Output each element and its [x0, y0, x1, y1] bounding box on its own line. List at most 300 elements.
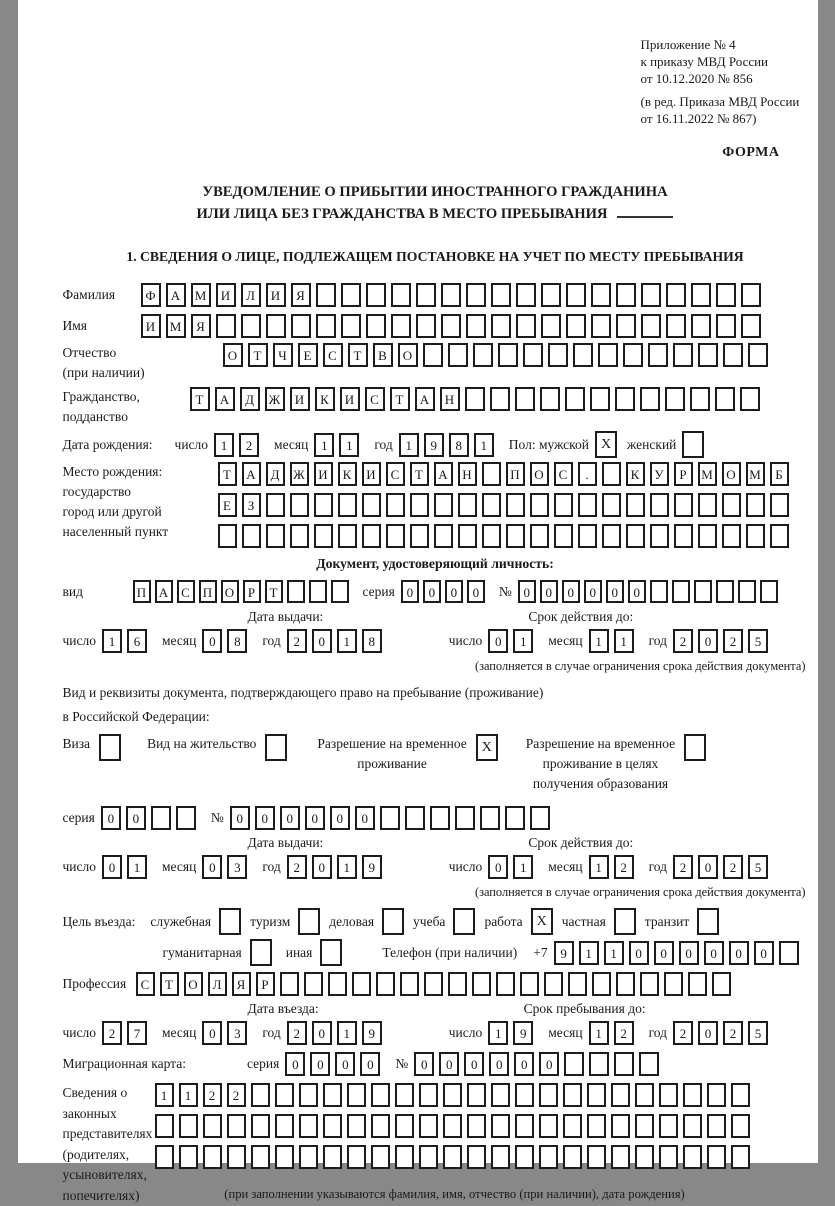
char-box[interactable]	[380, 806, 400, 830]
char-box[interactable]	[443, 1145, 462, 1169]
char-box[interactable]: 0	[305, 806, 325, 830]
char-box[interactable]: Ф	[141, 283, 161, 307]
char-box[interactable]: 0	[654, 941, 674, 965]
char-box[interactable]	[626, 524, 645, 548]
char-box[interactable]	[309, 580, 327, 603]
char-box[interactable]: 3	[227, 855, 247, 879]
char-box[interactable]: М	[698, 462, 717, 486]
char-box[interactable]	[598, 343, 618, 367]
char-box[interactable]	[467, 1114, 486, 1138]
char-box[interactable]	[467, 1145, 486, 1169]
char-box[interactable]	[316, 283, 336, 307]
char-box[interactable]	[539, 1083, 558, 1107]
char-box[interactable]	[362, 524, 381, 548]
char-box[interactable]: О	[184, 972, 203, 996]
char-box[interactable]	[566, 314, 586, 338]
char-box[interactable]: 0	[754, 941, 774, 965]
char-box[interactable]	[523, 343, 543, 367]
char-box[interactable]	[666, 283, 686, 307]
char-box[interactable]: З	[242, 493, 261, 517]
char-box[interactable]	[635, 1145, 654, 1169]
char-box[interactable]	[491, 314, 511, 338]
study-checkbox[interactable]	[453, 908, 475, 935]
char-box[interactable]: 1	[314, 433, 334, 457]
char-box[interactable]: Д	[240, 387, 260, 411]
char-box[interactable]	[602, 493, 621, 517]
char-box[interactable]	[366, 283, 386, 307]
char-box[interactable]: 1	[155, 1083, 174, 1107]
char-box[interactable]: Д	[266, 462, 285, 486]
char-box[interactable]	[506, 493, 525, 517]
female-checkbox[interactable]	[682, 431, 704, 458]
char-box[interactable]: .	[578, 462, 597, 486]
char-box[interactable]: А	[155, 580, 173, 603]
char-box[interactable]	[505, 806, 525, 830]
char-box[interactable]	[491, 1083, 510, 1107]
char-box[interactable]	[770, 524, 789, 548]
char-box[interactable]	[602, 524, 621, 548]
char-box[interactable]	[591, 283, 611, 307]
char-box[interactable]: А	[434, 462, 453, 486]
char-box[interactable]	[674, 493, 693, 517]
char-box[interactable]	[216, 314, 236, 338]
char-box[interactable]	[314, 524, 333, 548]
char-box[interactable]	[218, 524, 237, 548]
char-box[interactable]	[251, 1114, 270, 1138]
char-box[interactable]	[539, 1114, 558, 1138]
char-box[interactable]: 0	[488, 855, 508, 879]
char-box[interactable]	[707, 1145, 726, 1169]
char-box[interactable]: 0	[704, 941, 724, 965]
char-box[interactable]	[482, 462, 501, 486]
char-box[interactable]: 0	[628, 580, 646, 603]
char-box[interactable]: Т	[348, 343, 368, 367]
char-box[interactable]	[341, 283, 361, 307]
char-box[interactable]: 2	[723, 1021, 743, 1045]
char-box[interactable]: И	[340, 387, 360, 411]
char-box[interactable]	[331, 580, 349, 603]
char-box[interactable]	[179, 1145, 198, 1169]
char-box[interactable]	[691, 283, 711, 307]
char-box[interactable]: Р	[674, 462, 693, 486]
char-box[interactable]: 1	[339, 433, 359, 457]
char-box[interactable]	[683, 1114, 702, 1138]
char-box[interactable]: 2	[227, 1083, 246, 1107]
char-box[interactable]: 0	[423, 580, 441, 603]
char-box[interactable]: О	[398, 343, 418, 367]
char-box[interactable]	[650, 493, 669, 517]
char-box[interactable]	[760, 580, 778, 603]
char-box[interactable]	[626, 493, 645, 517]
other-checkbox[interactable]	[320, 939, 342, 966]
char-box[interactable]	[712, 972, 731, 996]
char-box[interactable]	[151, 806, 171, 830]
char-box[interactable]	[515, 1145, 534, 1169]
char-box[interactable]: Ч	[273, 343, 293, 367]
char-box[interactable]: И	[314, 462, 333, 486]
char-box[interactable]: 0	[335, 1052, 355, 1076]
char-box[interactable]: 9	[362, 1021, 382, 1045]
char-box[interactable]: М	[746, 462, 765, 486]
char-box[interactable]: О	[722, 462, 741, 486]
char-box[interactable]	[648, 343, 668, 367]
char-box[interactable]	[716, 283, 736, 307]
char-box[interactable]: Ж	[290, 462, 309, 486]
char-box[interactable]	[541, 314, 561, 338]
char-box[interactable]	[544, 972, 563, 996]
char-box[interactable]	[587, 1145, 606, 1169]
char-box[interactable]: 1	[337, 855, 357, 879]
char-box[interactable]	[419, 1114, 438, 1138]
char-box[interactable]: Т	[265, 580, 283, 603]
char-box[interactable]: 2	[723, 629, 743, 653]
char-box[interactable]: А	[242, 462, 261, 486]
char-box[interactable]	[616, 314, 636, 338]
char-box[interactable]	[707, 1083, 726, 1107]
char-box[interactable]	[410, 493, 429, 517]
char-box[interactable]	[731, 1083, 750, 1107]
char-box[interactable]: К	[626, 462, 645, 486]
char-box[interactable]: 0	[202, 855, 222, 879]
char-box[interactable]	[554, 493, 573, 517]
char-box[interactable]: В	[373, 343, 393, 367]
char-box[interactable]	[506, 524, 525, 548]
char-box[interactable]: 0	[285, 1052, 305, 1076]
char-box[interactable]: Т	[160, 972, 179, 996]
char-box[interactable]: С	[386, 462, 405, 486]
char-box[interactable]: Л	[241, 283, 261, 307]
char-box[interactable]	[741, 314, 761, 338]
char-box[interactable]	[515, 1083, 534, 1107]
char-box[interactable]	[563, 1145, 582, 1169]
char-box[interactable]	[665, 387, 685, 411]
char-box[interactable]	[458, 524, 477, 548]
char-box[interactable]	[338, 493, 357, 517]
char-box[interactable]: Б	[770, 462, 789, 486]
char-box[interactable]: Т	[390, 387, 410, 411]
char-box[interactable]	[287, 580, 305, 603]
private-checkbox[interactable]	[614, 908, 636, 935]
char-box[interactable]: 1	[399, 433, 419, 457]
char-box[interactable]: 1	[589, 1021, 609, 1045]
char-box[interactable]: О	[530, 462, 549, 486]
char-box[interactable]	[419, 1083, 438, 1107]
char-box[interactable]	[573, 343, 593, 367]
char-box[interactable]	[227, 1145, 246, 1169]
char-box[interactable]	[587, 1114, 606, 1138]
char-box[interactable]: 1	[337, 629, 357, 653]
char-box[interactable]: 0	[562, 580, 580, 603]
char-box[interactable]: Т	[248, 343, 268, 367]
char-box[interactable]	[672, 580, 690, 603]
char-box[interactable]	[587, 1083, 606, 1107]
char-box[interactable]	[251, 1145, 270, 1169]
char-box[interactable]	[251, 1083, 270, 1107]
char-box[interactable]: П	[506, 462, 525, 486]
char-box[interactable]: 9	[513, 1021, 533, 1045]
char-box[interactable]	[467, 1083, 486, 1107]
char-box[interactable]	[472, 972, 491, 996]
char-box[interactable]	[458, 493, 477, 517]
char-box[interactable]: О	[221, 580, 239, 603]
char-box[interactable]: 0	[698, 629, 718, 653]
char-box[interactable]: 2	[203, 1083, 222, 1107]
char-box[interactable]: К	[338, 462, 357, 486]
char-box[interactable]	[266, 314, 286, 338]
char-box[interactable]: 2	[723, 855, 743, 879]
char-box[interactable]	[592, 972, 611, 996]
char-box[interactable]	[266, 493, 285, 517]
char-box[interactable]	[635, 1083, 654, 1107]
char-box[interactable]: 5	[748, 855, 768, 879]
char-box[interactable]: Е	[218, 493, 237, 517]
char-box[interactable]	[275, 1114, 294, 1138]
char-box[interactable]: 2	[673, 855, 693, 879]
char-box[interactable]	[341, 314, 361, 338]
char-box[interactable]	[602, 462, 621, 486]
char-box[interactable]	[578, 493, 597, 517]
char-box[interactable]	[611, 1145, 630, 1169]
official-checkbox[interactable]	[219, 908, 241, 935]
char-box[interactable]: 0	[101, 806, 121, 830]
char-box[interactable]: А	[215, 387, 235, 411]
char-box[interactable]: 1	[214, 433, 234, 457]
char-box[interactable]: 0	[414, 1052, 434, 1076]
char-box[interactable]: 0	[202, 1021, 222, 1045]
char-box[interactable]	[328, 972, 347, 996]
char-box[interactable]: 0	[629, 941, 649, 965]
char-box[interactable]: 0	[445, 580, 463, 603]
char-box[interactable]	[203, 1145, 222, 1169]
char-box[interactable]: Р	[256, 972, 275, 996]
char-box[interactable]: 1	[604, 941, 624, 965]
char-box[interactable]	[155, 1145, 174, 1169]
char-box[interactable]: 1	[102, 629, 122, 653]
temp-residence-checkbox[interactable]: X	[476, 734, 498, 761]
char-box[interactable]	[565, 387, 585, 411]
char-box[interactable]	[366, 314, 386, 338]
char-box[interactable]	[614, 1052, 634, 1076]
char-box[interactable]	[316, 314, 336, 338]
char-box[interactable]: П	[133, 580, 151, 603]
char-box[interactable]	[266, 524, 285, 548]
temp-residence-edu-checkbox[interactable]	[684, 734, 706, 761]
char-box[interactable]	[299, 1145, 318, 1169]
business-checkbox[interactable]	[382, 908, 404, 935]
char-box[interactable]	[347, 1083, 366, 1107]
char-box[interactable]: И	[362, 462, 381, 486]
char-box[interactable]	[591, 314, 611, 338]
char-box[interactable]: 2	[239, 433, 259, 457]
char-box[interactable]: А	[415, 387, 435, 411]
char-box[interactable]	[566, 283, 586, 307]
char-box[interactable]	[448, 972, 467, 996]
char-box[interactable]: 0	[488, 629, 508, 653]
char-box[interactable]: 2	[614, 1021, 634, 1045]
char-box[interactable]: К	[315, 387, 335, 411]
char-box[interactable]	[400, 972, 419, 996]
char-box[interactable]	[716, 314, 736, 338]
char-box[interactable]	[640, 972, 659, 996]
char-box[interactable]: 1	[589, 855, 609, 879]
char-box[interactable]: 2	[673, 1021, 693, 1045]
char-box[interactable]	[659, 1114, 678, 1138]
char-box[interactable]	[299, 1114, 318, 1138]
char-box[interactable]	[491, 283, 511, 307]
char-box[interactable]	[746, 524, 765, 548]
char-box[interactable]	[666, 314, 686, 338]
char-box[interactable]: 8	[227, 629, 247, 653]
char-box[interactable]	[698, 343, 718, 367]
char-box[interactable]	[482, 524, 501, 548]
char-box[interactable]: 1	[179, 1083, 198, 1107]
char-box[interactable]: 0	[401, 580, 419, 603]
char-box[interactable]	[616, 972, 635, 996]
char-box[interactable]	[515, 387, 535, 411]
char-box[interactable]	[395, 1145, 414, 1169]
char-box[interactable]: И	[290, 387, 310, 411]
char-box[interactable]	[280, 972, 299, 996]
char-box[interactable]	[473, 343, 493, 367]
char-box[interactable]	[424, 972, 443, 996]
char-box[interactable]	[515, 1114, 534, 1138]
transit-checkbox[interactable]	[697, 908, 719, 935]
char-box[interactable]: Т	[190, 387, 210, 411]
char-box[interactable]	[434, 524, 453, 548]
char-box[interactable]	[650, 524, 669, 548]
char-box[interactable]: 0	[439, 1052, 459, 1076]
char-box[interactable]	[770, 493, 789, 517]
char-box[interactable]: 8	[449, 433, 469, 457]
char-box[interactable]: 6	[127, 629, 147, 653]
char-box[interactable]	[698, 493, 717, 517]
char-box[interactable]	[314, 493, 333, 517]
char-box[interactable]	[640, 387, 660, 411]
char-box[interactable]	[443, 1083, 462, 1107]
char-box[interactable]	[323, 1114, 342, 1138]
char-box[interactable]	[674, 524, 693, 548]
char-box[interactable]	[386, 493, 405, 517]
char-box[interactable]: 2	[287, 1021, 307, 1045]
char-box[interactable]	[410, 524, 429, 548]
char-box[interactable]: 1	[488, 1021, 508, 1045]
char-box[interactable]: 0	[126, 806, 146, 830]
char-box[interactable]	[615, 387, 635, 411]
char-box[interactable]: 5	[748, 1021, 768, 1045]
char-box[interactable]: 0	[729, 941, 749, 965]
char-box[interactable]: 0	[539, 1052, 559, 1076]
char-box[interactable]	[304, 972, 323, 996]
char-box[interactable]	[516, 314, 536, 338]
char-box[interactable]: 0	[467, 580, 485, 603]
char-box[interactable]: 1	[589, 629, 609, 653]
char-box[interactable]	[623, 343, 643, 367]
char-box[interactable]	[659, 1145, 678, 1169]
char-box[interactable]: 0	[312, 1021, 332, 1045]
char-box[interactable]: 0	[584, 580, 602, 603]
char-box[interactable]: 0	[679, 941, 699, 965]
char-box[interactable]: П	[199, 580, 217, 603]
char-box[interactable]	[416, 283, 436, 307]
char-box[interactable]	[539, 1145, 558, 1169]
char-box[interactable]	[554, 524, 573, 548]
char-box[interactable]	[423, 343, 443, 367]
char-box[interactable]	[323, 1083, 342, 1107]
char-box[interactable]	[639, 1052, 659, 1076]
tourism-checkbox[interactable]	[298, 908, 320, 935]
char-box[interactable]: 9	[362, 855, 382, 879]
char-box[interactable]: Я	[191, 314, 211, 338]
char-box[interactable]: 0	[312, 855, 332, 879]
char-box[interactable]	[434, 493, 453, 517]
char-box[interactable]: Ж	[265, 387, 285, 411]
char-box[interactable]	[691, 314, 711, 338]
char-box[interactable]: 2	[287, 855, 307, 879]
char-box[interactable]	[741, 283, 761, 307]
char-box[interactable]: У	[650, 462, 669, 486]
char-box[interactable]	[416, 314, 436, 338]
char-box[interactable]	[227, 1114, 246, 1138]
char-box[interactable]	[707, 1114, 726, 1138]
char-box[interactable]	[176, 806, 196, 830]
char-box[interactable]: 0	[606, 580, 624, 603]
char-box[interactable]	[455, 806, 475, 830]
char-box[interactable]	[520, 972, 539, 996]
char-box[interactable]	[530, 524, 549, 548]
char-box[interactable]	[371, 1083, 390, 1107]
char-box[interactable]	[376, 972, 395, 996]
char-box[interactable]	[578, 524, 597, 548]
char-box[interactable]: 0	[330, 806, 350, 830]
char-box[interactable]	[290, 493, 309, 517]
char-box[interactable]: 0	[355, 806, 375, 830]
char-box[interactable]: 1	[614, 629, 634, 653]
char-box[interactable]: 0	[489, 1052, 509, 1076]
char-box[interactable]	[498, 343, 518, 367]
char-box[interactable]: М	[166, 314, 186, 338]
char-box[interactable]: Н	[440, 387, 460, 411]
char-box[interactable]	[564, 1052, 584, 1076]
char-box[interactable]: Л	[208, 972, 227, 996]
char-box[interactable]	[338, 524, 357, 548]
residence-permit-checkbox[interactable]	[265, 734, 287, 761]
char-box[interactable]: 1	[337, 1021, 357, 1045]
char-box[interactable]: О	[223, 343, 243, 367]
char-box[interactable]	[441, 314, 461, 338]
char-box[interactable]	[496, 972, 515, 996]
char-box[interactable]: 1	[127, 855, 147, 879]
char-box[interactable]	[698, 524, 717, 548]
char-box[interactable]	[723, 343, 743, 367]
char-box[interactable]	[650, 580, 668, 603]
char-box[interactable]	[290, 524, 309, 548]
char-box[interactable]	[641, 314, 661, 338]
char-box[interactable]: 2	[287, 629, 307, 653]
char-box[interactable]	[275, 1083, 294, 1107]
char-box[interactable]: 9	[554, 941, 574, 965]
char-box[interactable]	[683, 1145, 702, 1169]
char-box[interactable]	[541, 283, 561, 307]
char-box[interactable]	[448, 343, 468, 367]
char-box[interactable]	[352, 972, 371, 996]
char-box[interactable]	[371, 1145, 390, 1169]
char-box[interactable]	[419, 1145, 438, 1169]
char-box[interactable]	[395, 1083, 414, 1107]
char-box[interactable]	[611, 1083, 630, 1107]
char-box[interactable]	[589, 1052, 609, 1076]
char-box[interactable]: 0	[518, 580, 536, 603]
char-box[interactable]: 3	[227, 1021, 247, 1045]
